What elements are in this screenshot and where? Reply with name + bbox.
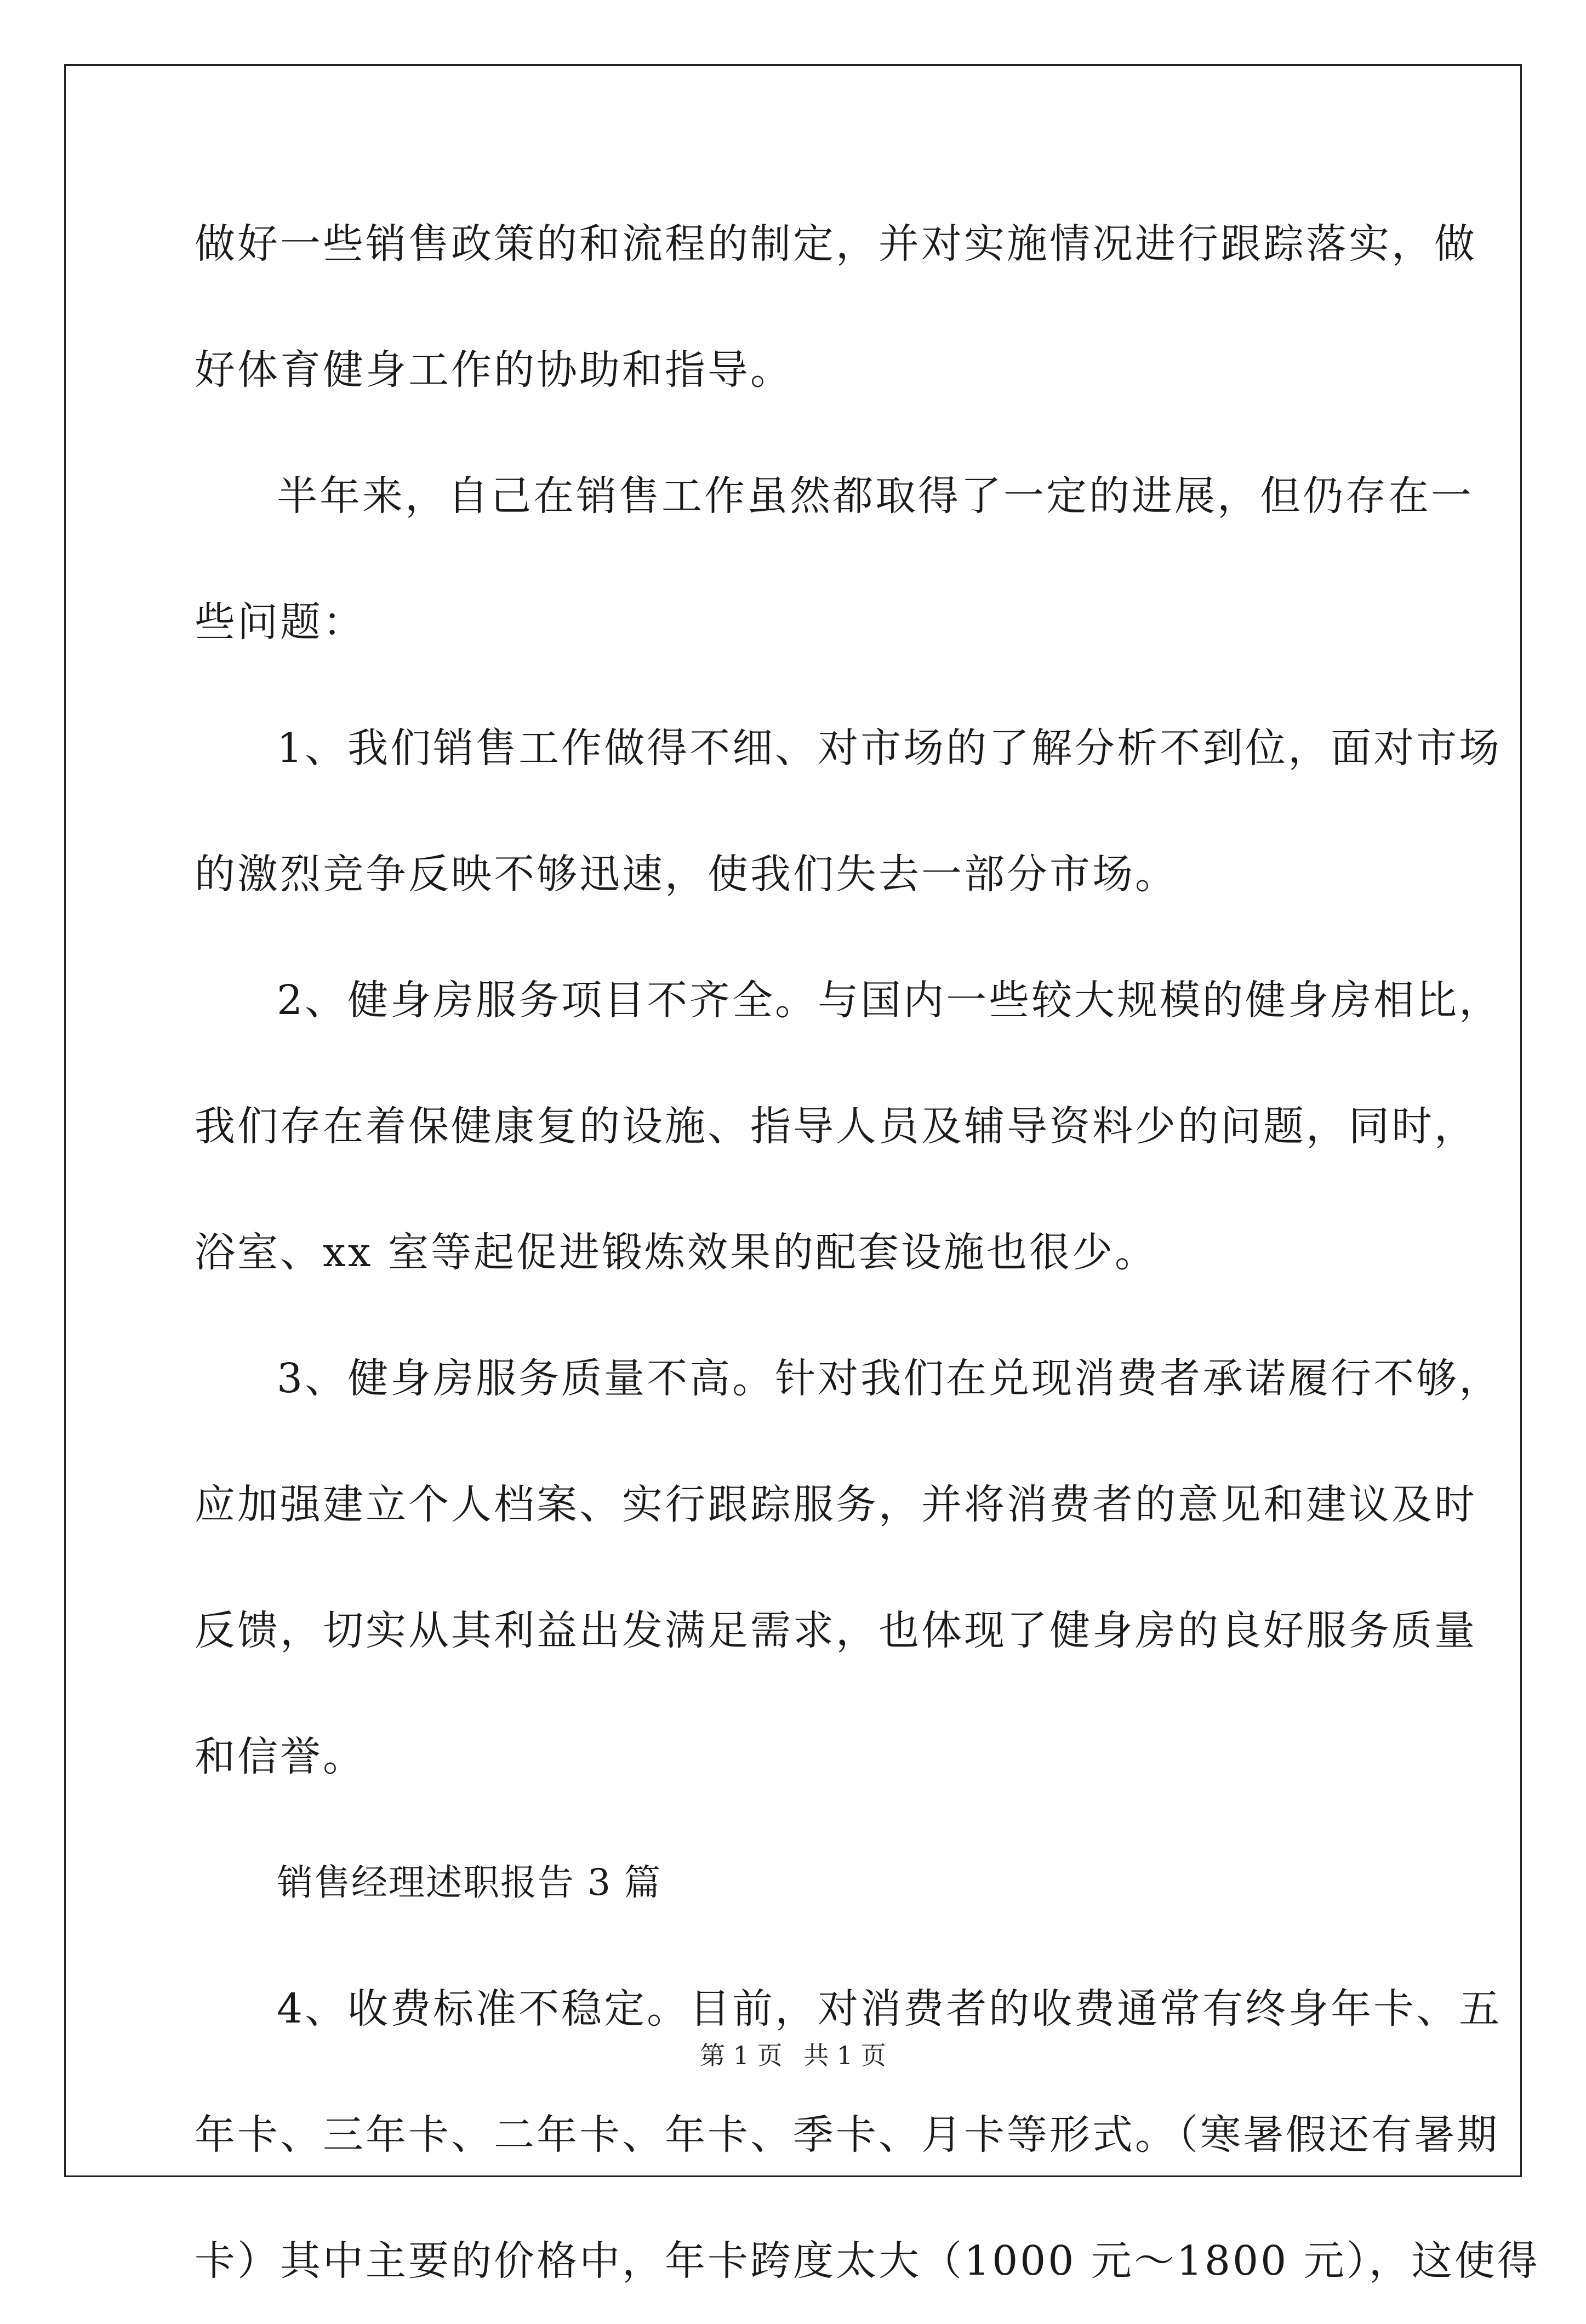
paragraph <box>195 433 1474 685</box>
text-line: 卡）其中主要的价格中，年卡跨度太大（1000 元～1800 元），这使得 <box>195 2237 1540 2285</box>
text-line: 好体育健身工作的协助和指导。 <box>195 346 793 394</box>
text-line: 做好一些销售政策的和流程的制定，并对实施情况进行跟踪落实，做 <box>195 220 1477 267</box>
text-line: 反馈，切实从其利益出发满足需求，也体现了健身房的良好服务质量 <box>195 1607 1477 1654</box>
heading-text: 销售经理述职报告 3 篇 <box>277 1861 661 1904</box>
paragraph <box>195 937 1502 1315</box>
page-number: 第 1 页 <box>700 2041 783 2070</box>
text-line: 我们存在着保健康复的设施、指导人员及辅导资料少的问题，同时， <box>195 1103 1477 1150</box>
paragraph <box>195 181 1477 433</box>
page-footer <box>0 2039 1586 2072</box>
text-line: 3、健身房服务质量不高。针对我们在兑现消费者承诺履行不够， <box>277 1355 1502 1402</box>
paragraph <box>195 685 1502 937</box>
page-total: 共 1 页 <box>803 2041 886 2070</box>
text-line: 4、收费标准不稳定。目前，对消费者的收费通常有终身年卡、五 <box>277 1985 1502 2032</box>
text-line: 1、我们销售工作做得不细、对市场的了解分析不到位，面对市场 <box>277 725 1502 772</box>
paragraph <box>195 1946 1540 2324</box>
text-line: 半年来，自己在销售工作虽然都取得了一定的进展，但仍存在一 <box>277 472 1474 520</box>
text-line: 2、健身房服务项目不齐全。与国内一些较大规模的健身房相比， <box>277 977 1502 1024</box>
document-body <box>195 181 1540 2324</box>
text-line: 年卡、三年卡、二年卡、年卡、季卡、月卡等形式。（寒暑假还有暑期 <box>195 2111 1499 2158</box>
section-heading <box>195 1820 1389 1946</box>
text-line: 些问题： <box>195 599 366 646</box>
text-line: 和信誉。 <box>195 1733 366 1780</box>
text-line: 的激烈竞争反映不够迅速，使我们失去一部分市场。 <box>195 851 1178 898</box>
text-line: 浴室、xx 室等起促进锻炼效果的配套设施也很少。 <box>195 1229 1157 1276</box>
paragraph <box>195 1315 1502 1820</box>
text-line: 应加强建立个人档案、实行跟踪服务，并将消费者的意见和建议及时 <box>195 1481 1477 1528</box>
